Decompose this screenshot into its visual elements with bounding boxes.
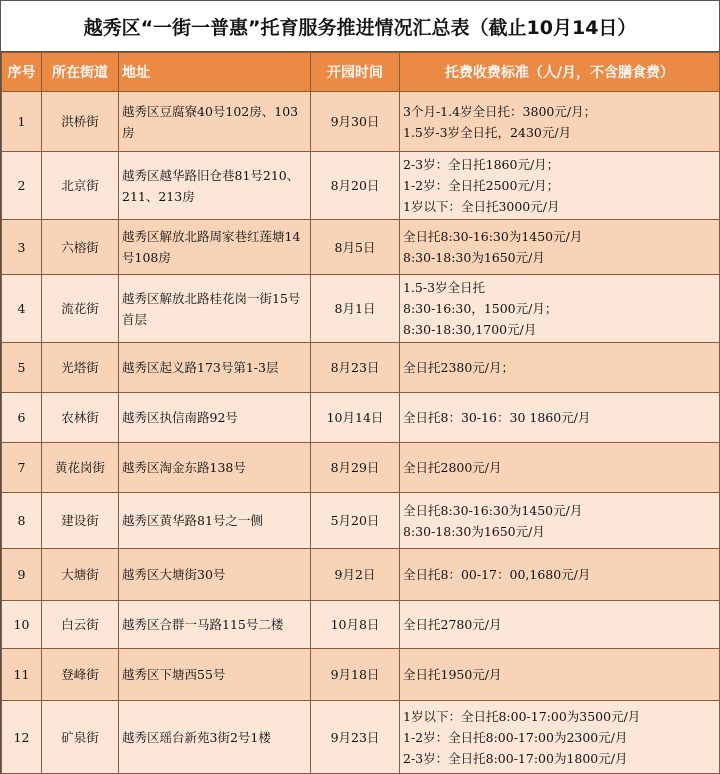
fee-line: 全日托8:30-16:30为1450元/月 [403,229,583,244]
cell-fee [400,649,720,701]
cell-address: 越秀区瑶台新苑3街2号1楼 [119,701,311,774]
header-address: 地址 [119,53,311,92]
fee-line: 2-3岁：全日托1860元/月； [403,157,560,172]
fee-line: 全日托2380元/月； [403,360,515,375]
cell-fee [400,493,720,549]
cell-no: 10 [2,601,42,649]
fee-line: 全日托8：30-16：30 1860元/月 [403,410,591,425]
cell-street: 洪桥街 [42,92,119,152]
cell-open-date: 8月29日 [311,443,400,493]
cell-no: 12 [2,701,42,774]
cell-no: 6 [2,393,42,443]
cell-address: 越秀区下塘西55号 [119,649,311,701]
cell-no: 4 [2,275,42,343]
cell-no: 5 [2,343,42,393]
fee-line: 全日托8：00-17：00,1680元/月 [403,567,591,582]
cell-no: 8 [2,493,42,549]
table-row [2,443,720,493]
cell-fee [400,601,720,649]
cell-open-date: 10月14日 [311,393,400,443]
cell-no: 1 [2,92,42,152]
fee-line: 1岁以下：全日托8:00-17:00为3500元/月 [403,708,641,724]
cell-fee [400,275,720,343]
cell-fee [400,220,720,275]
cell-fee [400,443,720,493]
fee-line: 8:30-18:30为1650元/月 [403,523,545,539]
fee-line: 8:30-16:30，1500元/月； [403,301,558,316]
cell-address: 越秀区越华路旧仓巷81号210、211、213房 [119,152,311,220]
cell-address: 越秀区大塘街30号 [119,549,311,601]
table-row [2,393,720,443]
fee-line: 3个月-1.4岁全日托：3800元/月； [403,103,597,119]
cell-open-date: 8月1日 [311,275,400,343]
cell-open-date: 9月2日 [311,549,400,601]
cell-address: 越秀区解放北路桂花岗一街15号首层 [119,275,311,343]
cell-street: 建设街 [42,493,119,549]
cell-street: 黄花岗街 [42,443,119,493]
cell-open-date: 9月18日 [311,649,400,701]
table-row [2,649,720,701]
cell-street: 流花街 [42,275,119,343]
cell-no: 2 [2,152,42,220]
table-row [2,601,720,649]
table-row [2,343,720,393]
cell-fee [400,549,720,601]
cell-street: 白云街 [42,601,119,649]
cell-open-date: 5月20日 [311,493,400,549]
table-body [2,92,720,774]
cell-address: 越秀区淘金东路138号 [119,443,311,493]
fee-line: 1岁以下：全日托3000元/月 [403,199,560,214]
cell-street: 大塘街 [42,549,119,601]
fee-line: 全日托1950元/月 [403,667,502,682]
cell-address: 越秀区起义路173号第1-3层 [119,343,311,393]
cell-open-date: 8月20日 [311,152,400,220]
fee-line: 全日托8:30-16:30为1450元/月 [403,502,583,518]
cell-no: 9 [2,549,42,601]
cell-open-date: 9月23日 [311,701,400,774]
cell-open-date: 8月23日 [311,343,400,393]
header-open-date: 开园时间 [311,53,400,92]
cell-fee [400,152,720,220]
cell-street: 农林街 [42,393,119,443]
cell-no: 11 [2,649,42,701]
table-title: 越秀区“一街一普惠”托育服务推进情况汇总表（截止10月14日） [1,0,719,52]
cell-address: 越秀区合群一马路115号二楼 [119,601,311,649]
table-row [2,92,720,152]
cell-no: 3 [2,220,42,275]
table-row [2,152,720,220]
cell-no: 7 [2,443,42,493]
cell-address: 越秀区黄华路81号之一侧 [119,493,311,549]
cell-fee [400,92,720,152]
cell-open-date: 10月8日 [311,601,400,649]
cell-address: 越秀区执信南路92号 [119,393,311,443]
fee-line: 1-2岁：全日托2500元/月； [403,178,560,193]
fee-line: 8:30-18:30,1700元/月 [403,322,537,337]
table-row [2,220,720,275]
cell-street: 光塔街 [42,343,119,393]
header-street: 所在街道 [42,53,119,92]
cell-address: 越秀区解放北路周家巷红莲塘14号108房 [119,220,311,275]
fee-line: 1.5岁-3岁全日托，2430元/月 [403,124,572,140]
cell-open-date: 8月5日 [311,220,400,275]
fee-line: 1-2岁：全日托8:00-17:00为2300元/月 [403,729,628,745]
table-row [2,493,720,549]
cell-street: 六榕街 [42,220,119,275]
table-row [2,549,720,601]
fee-line: 全日托2800元/月 [403,460,502,475]
cell-open-date: 9月30日 [311,92,400,152]
header-fee: 托费收费标准（人/月，不含膳食费） [400,53,720,92]
cell-street: 矿泉街 [42,701,119,774]
fee-line: 全日托2780元/月 [403,617,502,632]
cell-fee [400,343,720,393]
cell-fee [400,393,720,443]
cell-street: 北京街 [42,152,119,220]
fee-line: 8:30-18:30为1650元/月 [403,250,545,265]
fee-line: 1.5-3岁全日托 [403,280,486,295]
header-row [2,53,720,92]
cell-street: 登峰街 [42,649,119,701]
summary-table [1,52,720,774]
table-row [2,275,720,343]
header-no: 序号 [2,53,42,92]
fee-line: 2-3岁：全日托8:00-17:00为1800元/月 [403,750,628,766]
cell-address: 越秀区豆腐寮40号102房、103房 [119,92,311,152]
